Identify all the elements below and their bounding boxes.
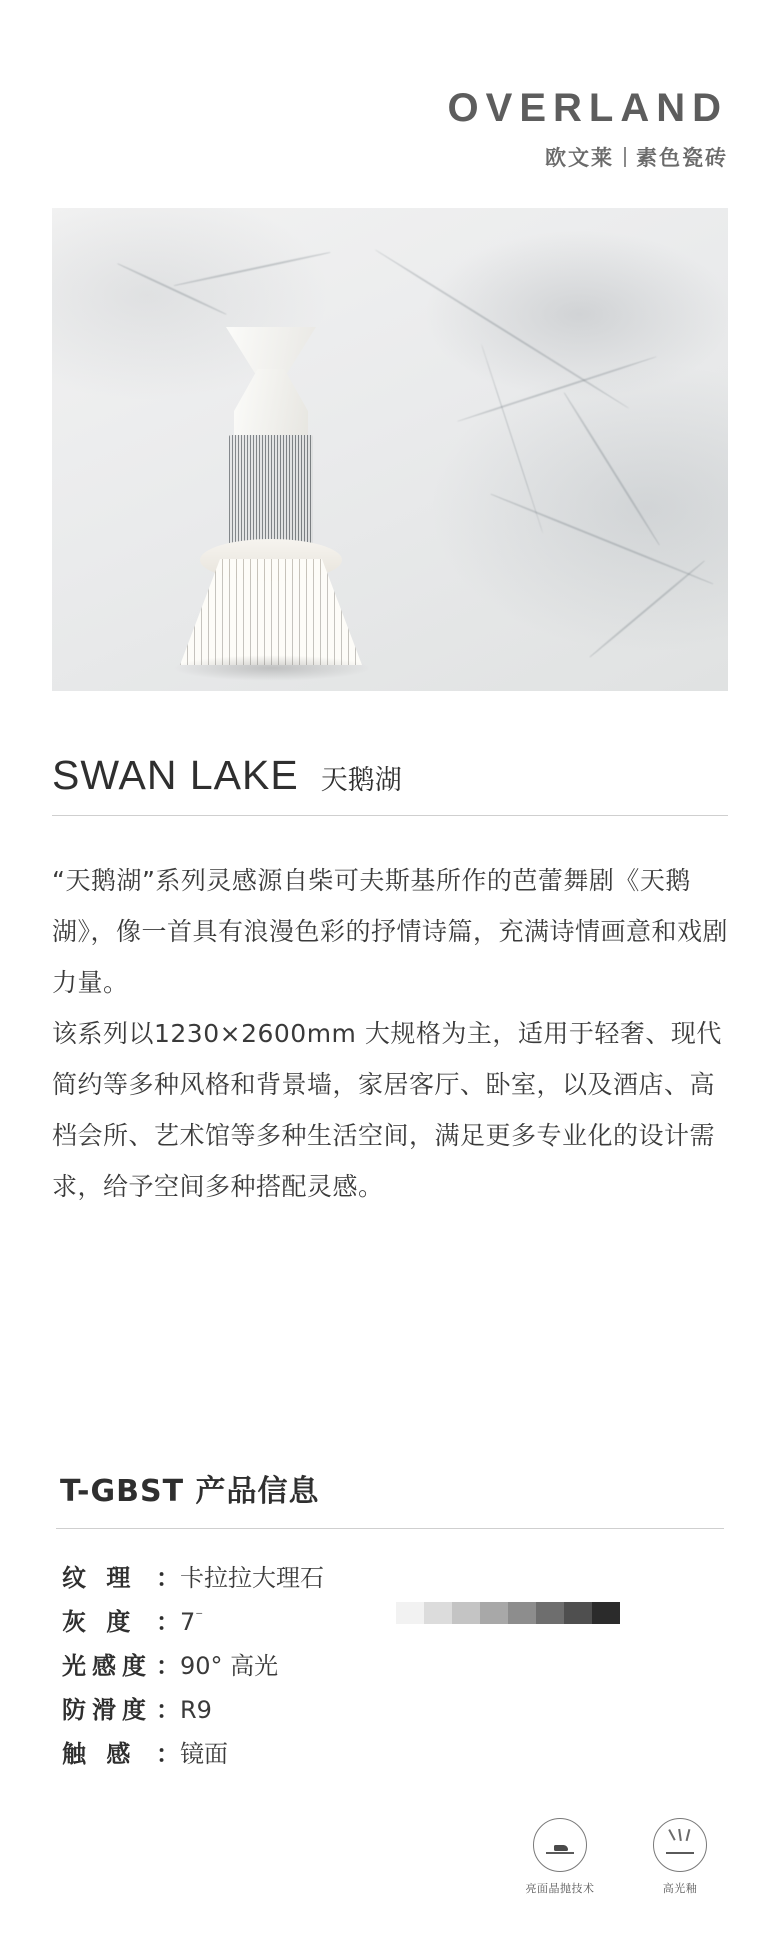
spec-label-text: 触 感 [62,1740,137,1768]
spec-row [62,1646,662,1690]
product-title-en: SWAN LAKE [52,752,299,798]
spec-label-text: 防滑度 [62,1696,152,1724]
spec-label-text: 灰 度 [62,1608,137,1636]
light-ray [686,1829,690,1841]
grayscale-swatch-strip [396,1602,620,1624]
vase-composition [172,271,432,691]
surface-line [546,1852,574,1854]
spec-row [62,1690,662,1734]
spec-colon: ： [156,1564,180,1592]
spec-row [62,1558,662,1602]
polish-blob [554,1845,568,1851]
description-paragraph-1: “天鹅湖”系列灵感源自柴可夫斯基所作的芭蕾舞剧《天鹅湖》，像一首具有浪漫色彩的抒情诗篇，充满诗情画意和戏剧力量。 [52,866,729,997]
brand-cn-name: 欧文莱 [545,146,614,170]
certification-badges [520,1818,720,1896]
polish-technology-icon [533,1818,587,1872]
vase-body [234,369,308,437]
spec-label [62,1734,180,1769]
spec-label-text: 光感度 [62,1652,152,1680]
spec-row [62,1734,662,1778]
light-ray [668,1829,675,1840]
vase-textured-band [229,435,313,545]
spec-colon: ： [156,1608,180,1636]
vertical-divider-icon [624,147,626,167]
stand-shadow [172,655,372,681]
spec-colon: ： [156,1696,180,1724]
vase-top [226,327,316,373]
product-info-divider [56,1528,724,1529]
title-row [52,752,728,799]
spec-list [62,1558,662,1778]
brand-name: OVERLAND [447,86,728,130]
product-title-block [52,752,728,816]
badge-label: 亮面晶抛技术 [525,1882,595,1895]
spec-label [62,1646,180,1681]
badge-polish-technology [520,1818,600,1896]
hero-image [52,208,728,691]
description-paragraph-2: 该系列以1230×2600mm 大规格为主，适用于轻奢、现代简约等多种风格和背景墙，家居客厅、卧室，以及酒店、高档会所、艺术馆等多种生活空间，满足更多专业化的设计需求，给予空间多种搭配灵感。 [52,1019,722,1201]
spec-value: R9 [180,1696,212,1724]
spec-label [62,1602,180,1637]
spec-label [62,1690,180,1725]
title-divider [52,815,728,816]
glossy-glaze-icon [653,1818,707,1872]
badge-glossy-glaze [640,1818,720,1896]
spec-colon: ： [156,1652,180,1680]
light-ray [678,1829,681,1841]
spec-colon: ： [156,1740,180,1768]
brand-header [448,88,728,172]
spec-label [62,1558,180,1593]
product-title-cn: 天鹅湖 [320,765,402,796]
spec-label-text: 纹 理 [62,1564,137,1592]
spec-value-superscript: ⁻ [195,1607,204,1625]
brand-cn-tagline: 素色瓷砖 [636,146,728,170]
spec-value: 卡拉拉大理石 [180,1564,324,1592]
brand-subtitle [448,142,728,172]
product-info-heading: T-GBST 产品信息 [60,1474,320,1509]
spec-value [180,1607,203,1636]
spec-value-text: 7 [180,1608,196,1636]
spec-value: 90° 高光 [180,1652,279,1680]
surface-line [666,1852,694,1854]
product-description [52,855,734,1212]
spec-value: 镜面 [180,1740,228,1768]
badge-label: 高光釉 [662,1882,698,1895]
paper-fan-stand [180,559,362,665]
